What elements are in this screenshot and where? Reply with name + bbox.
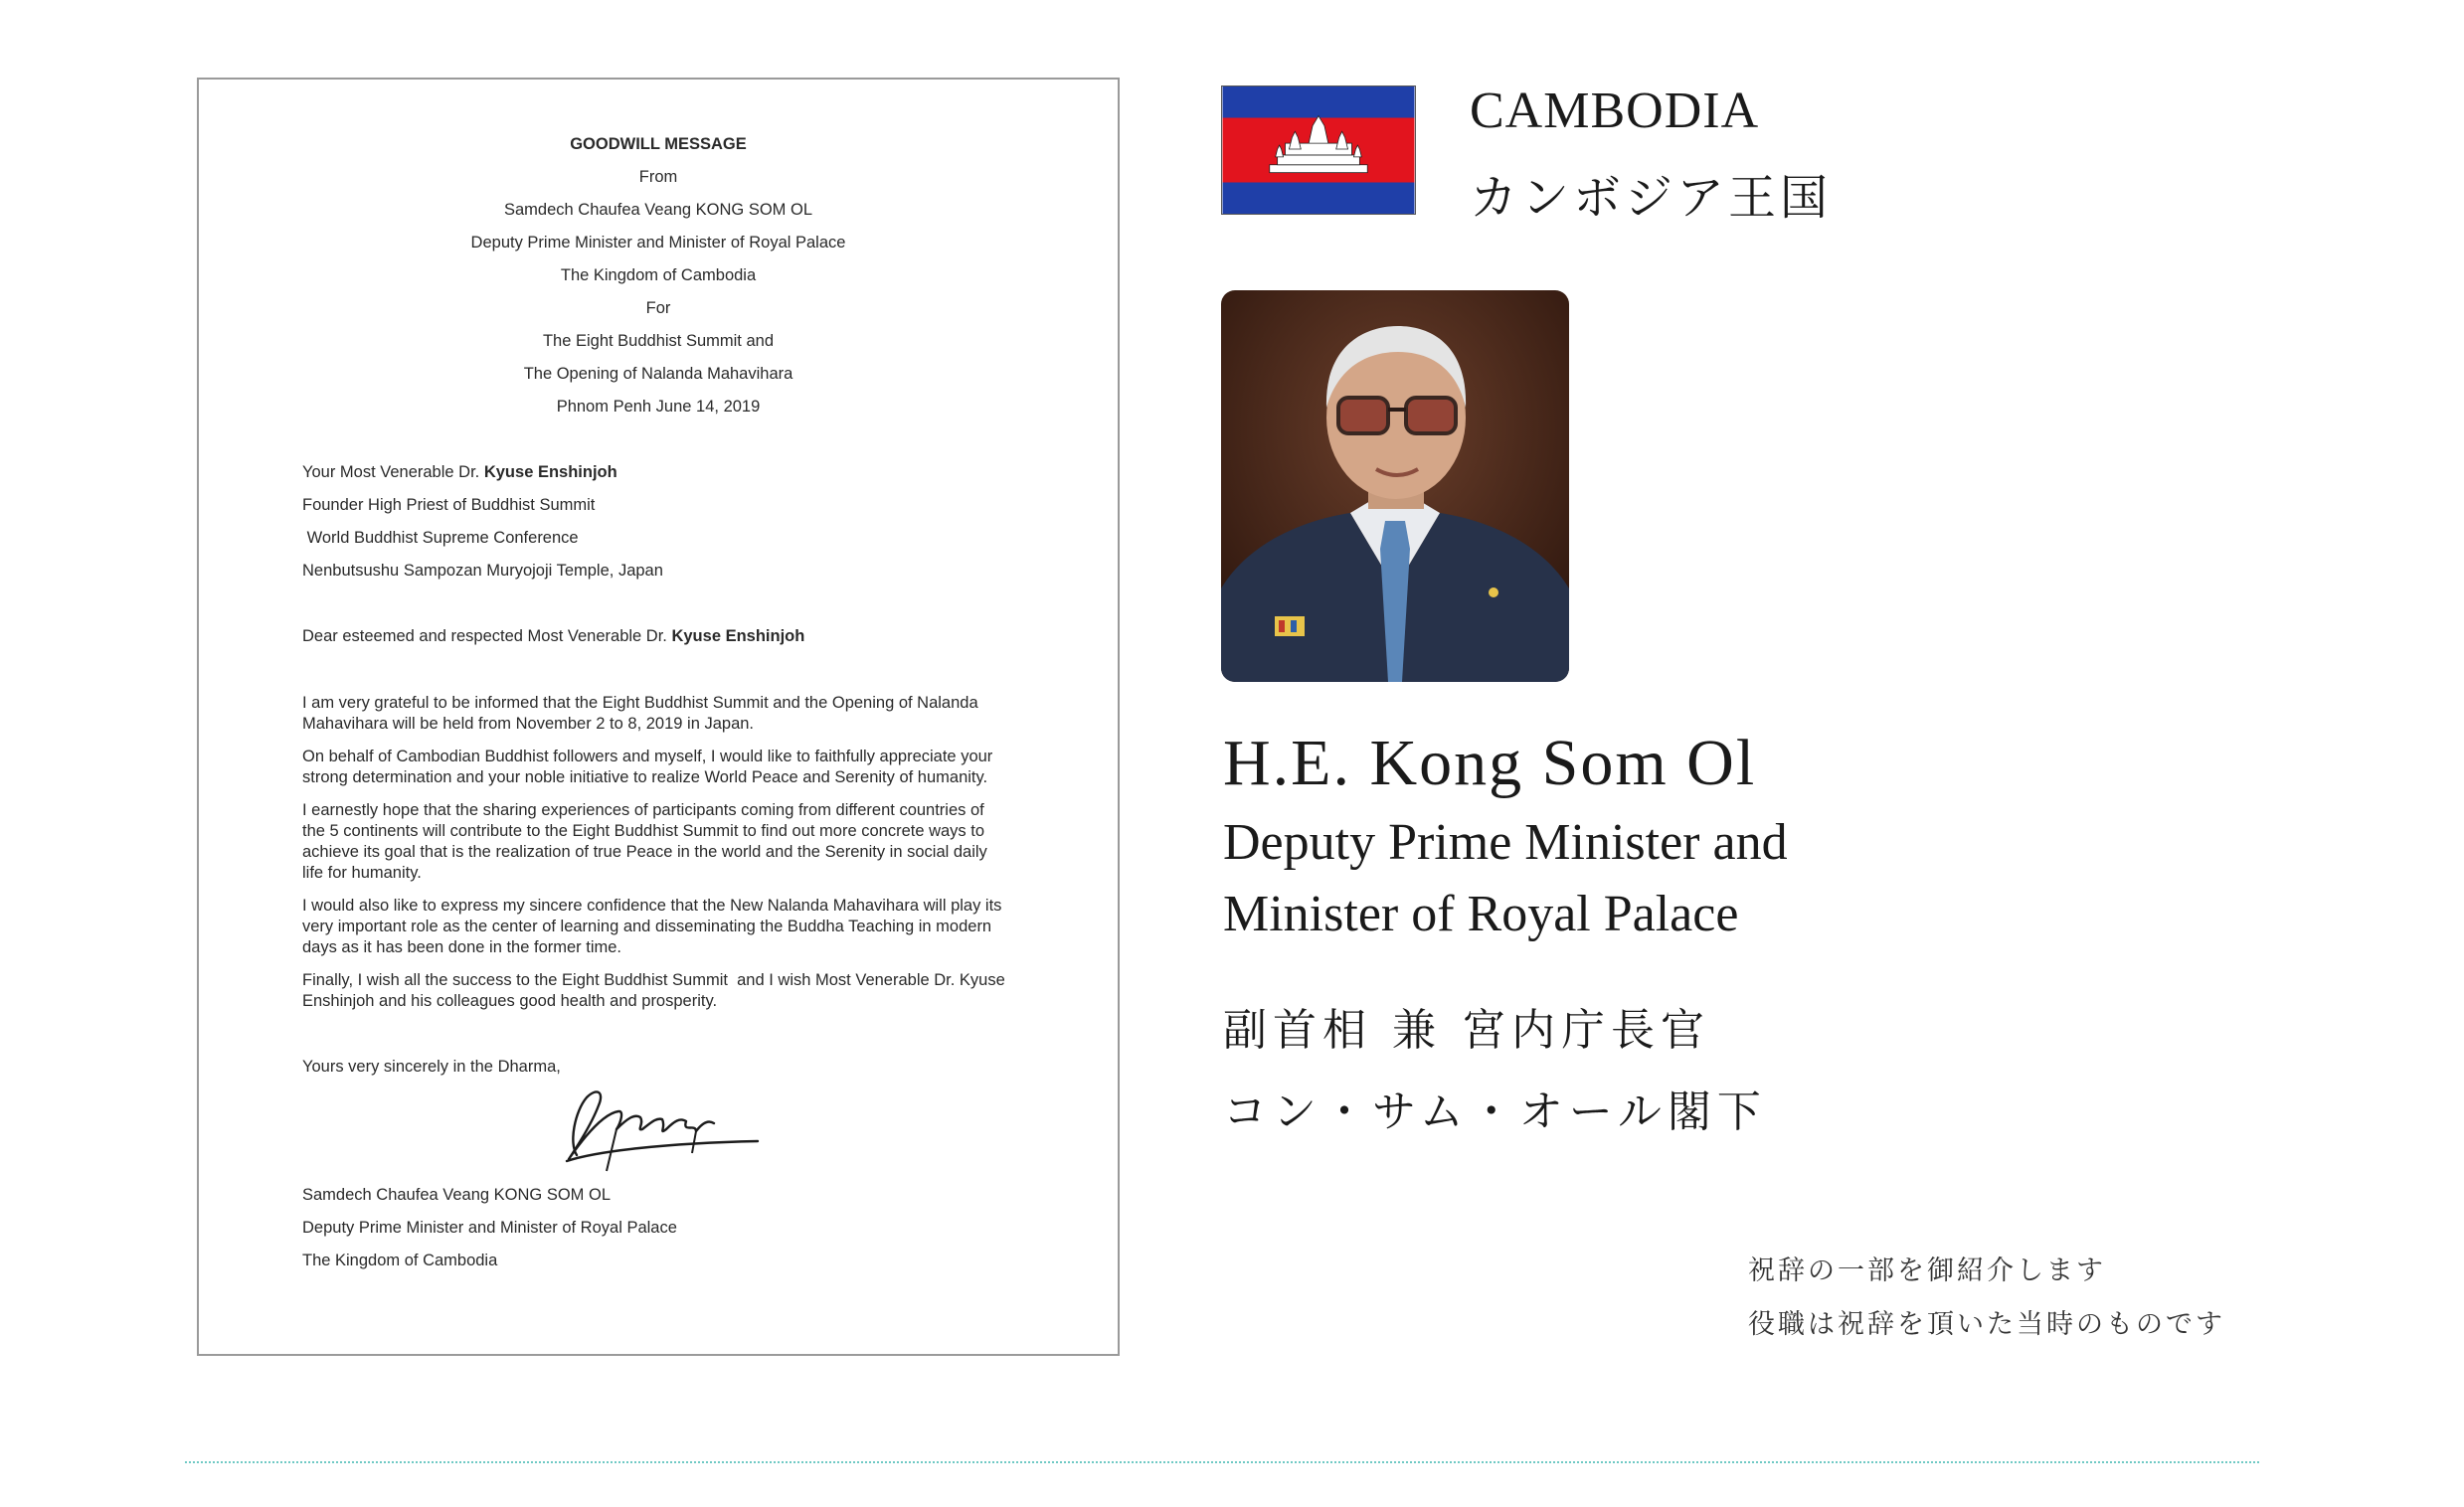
letter-paragraph: I would also like to express my sincere confidence that the New Nalanda Mahavihara will play its very important role as the center of learning and disseminating the Buddha Teaching in modern days as it has been done in the former time. <box>302 897 1002 956</box>
salutation-prefix: Dear esteemed and respected Most Venerable Dr. <box>302 627 672 645</box>
country-name-en: CAMBODIA <box>1470 83 1760 139</box>
letter-header-line: The Eight Buddhist Summit and <box>542 332 775 350</box>
person-title-en-line1: Deputy Prime Minister and <box>1223 814 1788 871</box>
person-name-en: H.E. Kong Som Ol <box>1223 727 1757 799</box>
note-line: 祝辞の一部を御紹介します <box>1748 1256 2106 1286</box>
signature-line: Deputy Prime Minister and Minister of Royal Palace <box>302 1219 677 1237</box>
person-name-ja: コン・サム・オール閣下 <box>1223 1087 1767 1137</box>
letter-paragraph: Finally, I wish all the success to the Eight Buddhist Summit and I wish Most Venerable Dr. Kyuse Enshinjoh and his colleagues good health and prosperity. <box>302 971 1014 1010</box>
letter-paragraph: I am very grateful to be informed that the Eight Buddhist Summit and the Opening of Nalanda Mahavihara will be held from November 2 to 8, 2019 in Japan. <box>302 694 978 733</box>
letter-header-line: For <box>645 299 671 317</box>
addressee-line: Nenbutsushu Sampozan Muryojoji Temple, Japan <box>302 562 663 580</box>
letter-header-line: The Kingdom of Cambodia <box>560 266 757 284</box>
letter-paragraph: I earnestly hope that the sharing experiences of participants coming from different countries of the 5 continents will contribute to the Eight Buddhist Summit to find out more concrete ways to achieve its goal that is the realization of true Peace in the world and the Serenity in social daily life for humanity. <box>302 801 987 882</box>
letter-header-line: Samdech Chaufea Veang KONG SOM OL <box>504 201 812 219</box>
addressee-prefix: Your Most Venerable Dr. <box>302 463 484 481</box>
signature <box>547 1084 786 1173</box>
signature-line: Samdech Chaufea Veang KONG SOM OL <box>302 1186 611 1204</box>
letter-header-line: From <box>638 168 678 186</box>
person-title-ja: 副首相 兼 宮内庁長官 <box>1223 1005 1710 1056</box>
note-line: 役職は祝辞を頂いた当時のものです <box>1748 1309 2225 1340</box>
letter-header-line: Deputy Prime Minister and Minister of Royal Palace <box>470 234 846 251</box>
letter-paragraph: On behalf of Cambodian Buddhist followers and myself, I would like to faithfully appreciate your strong determination and your noble initiative to realize World Peace and Serenity of humanity. <box>302 748 993 786</box>
addressee-line: World Buddhist Supreme Conference <box>302 529 579 547</box>
letter-date: Phnom Penh June 14, 2019 <box>556 398 761 416</box>
letter-heading: GOODWILL MESSAGE <box>570 135 747 153</box>
country-name-ja: カンボジア王国 <box>1470 170 1833 226</box>
signature-line: The Kingdom of Cambodia <box>302 1252 498 1269</box>
salutation <box>302 627 804 646</box>
person-title-en-line2: Minister of Royal Palace <box>1223 886 1739 942</box>
goodwill-letter <box>197 78 1120 1356</box>
addressee-name: Kyuse Enshinjoh <box>483 463 617 481</box>
cambodia-flag-icon <box>1221 85 1416 215</box>
dotted-divider <box>185 1461 2259 1463</box>
portrait-photo <box>1221 290 1569 682</box>
letter-closing: Yours very sincerely in the Dharma, <box>302 1058 561 1076</box>
addressee-line <box>302 463 617 482</box>
addressee-line: Founder High Priest of Buddhist Summit <box>302 496 596 514</box>
salutation-name: Kyuse Enshinjoh <box>671 627 805 645</box>
letter-header-line: The Opening of Nalanda Mahavihara <box>523 365 793 383</box>
